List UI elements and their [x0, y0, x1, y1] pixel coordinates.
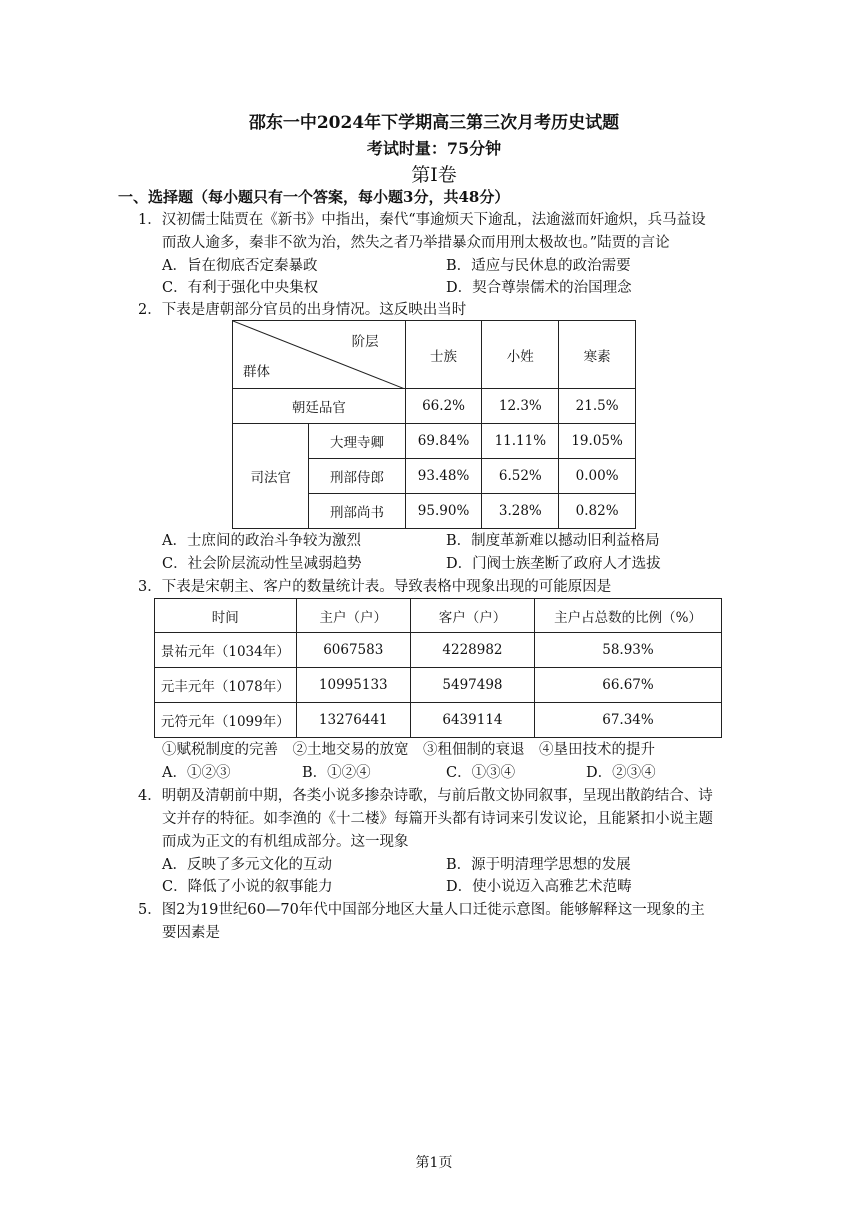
corner-bottom-label: 群体: [243, 364, 270, 380]
q1-option-a: A．旨在彻底否定秦暴政: [162, 258, 318, 274]
section-heading: 一、选择题（每小题只有一个答案，每小题3分，共48分）: [118, 188, 510, 206]
table-cell: 69.84%: [405, 424, 482, 459]
volume-title: 第Ⅰ卷: [411, 164, 457, 186]
q4-option-d: D．使小说迈入高雅艺术范畴: [446, 879, 632, 895]
col-header: 小姓: [482, 321, 559, 389]
q4-option-a: A．反映了多元文化的互动: [162, 857, 332, 873]
col-header: 寒素: [559, 321, 636, 389]
table-cell: 4228982: [410, 633, 534, 668]
table-cell: 21.5%: [559, 389, 636, 424]
q2-stem: 2．下表是唐朝部分官员的出身情况。这反映出当时: [138, 302, 467, 318]
table-cell: 93.48%: [405, 459, 482, 494]
table-cell: 6439114: [410, 703, 534, 738]
col-header: 客户（户）: [410, 599, 534, 633]
q2-option-c: C．社会阶层流动性呈减弱趋势: [162, 556, 362, 572]
table-cell: 13276441: [296, 703, 410, 738]
song-households-table: [154, 598, 722, 738]
row-label: 大理寺卿: [309, 424, 405, 459]
table-corner-cell: [233, 321, 406, 389]
table-cell: 66.2%: [405, 389, 482, 424]
q3-option-b: B．①②④: [302, 765, 371, 781]
row-label: 刑部侍郎: [309, 459, 405, 494]
table-cell: 66.67%: [534, 668, 721, 703]
q3-option-a: A．①②③: [162, 765, 231, 781]
q4-line-1: 4．明朝及清朝前中期，各类小说多掺杂诗歌，与前后散文协同叙事，呈现出散韵结合、诗: [138, 788, 713, 804]
q5-line-1: 5．图2为19世纪60—70年代中国部分地区大量人口迁徙示意图。能够解释这一现象的主: [138, 902, 705, 918]
page-number: 第1页: [415, 1155, 453, 1171]
table-cell: 12.3%: [482, 389, 559, 424]
table-cell: 6.52%: [482, 459, 559, 494]
row-label: 朝廷品官: [233, 389, 406, 424]
col-header: 时间: [155, 599, 297, 633]
table-cell: 0.82%: [559, 494, 636, 529]
col-header: 主户（户）: [296, 599, 410, 633]
q3-stem: 3．下表是宋朝主、客户的数量统计表。导致表格中现象出现的可能原因是: [138, 579, 612, 595]
table-cell: 11.11%: [482, 424, 559, 459]
q1-option-b: B．适应与民休息的政治需要: [446, 258, 631, 274]
q1-option-d: D．契合尊崇儒术的治国理念: [446, 280, 632, 296]
q4-option-c: C．降低了小说的叙事能力: [162, 879, 333, 895]
q2-option-b: B．制度革新难以撼动旧利益格局: [446, 533, 660, 549]
table-cell: 95.90%: [405, 494, 482, 529]
table-cell: 元丰元年（1078年）: [155, 668, 297, 703]
table-cell: 景祐元年（1034年）: [155, 633, 297, 668]
exam-title: 邵东一中2024年下学期高三第三次月考历史试题: [248, 113, 620, 133]
q3-option-c: C．①③④: [446, 765, 516, 781]
group-label: 司法官: [233, 424, 309, 529]
table-cell: 0.00%: [559, 459, 636, 494]
table-cell: 3.28%: [482, 494, 559, 529]
table-cell: 5497498: [410, 668, 534, 703]
q4-line-2: 文并存的特征。如李渔的《十二楼》每篇开头都有诗词来引发议论，且能紧扣小说主题: [162, 811, 713, 827]
q1-line-1: 1．汉初儒士陆贾在《新书》中指出，秦代“事逾烦天下逾乱，法逾滋而奸逾炽，兵马益设: [138, 212, 706, 228]
q4-line-3: 而成为正文的有机组成部分。这一现象: [162, 834, 409, 850]
q3-items: ①赋税制度的完善 ②土地交易的放宽 ③租佃制的衰退 ④垦田技术的提升: [162, 742, 655, 758]
q3-option-d: D．②③④: [586, 765, 656, 781]
q2-option-d: D．门阀士族垄断了政府人才选拔: [446, 556, 661, 572]
exam-duration: 考试时量：75分钟: [366, 139, 502, 158]
table-cell: 元符元年（1099年）: [155, 703, 297, 738]
table-cell: 10995133: [296, 668, 410, 703]
table-cell: 6067583: [296, 633, 410, 668]
q1-option-c: C．有利于强化中央集权: [162, 280, 319, 296]
tang-officials-table: [232, 320, 636, 529]
q2-option-a: A．士庶间的政治斗争较为激烈: [162, 533, 361, 549]
q4-option-b: B．源于明清理学思想的发展: [446, 857, 631, 873]
corner-top-label: 阶层: [351, 334, 379, 350]
col-header: 主户占总数的比例（%）: [534, 599, 721, 633]
row-label: 刑部尚书: [309, 494, 405, 529]
q1-line-2: 而敌人逾多，秦非不欲为治，然失之者乃举措暴众而用刑太极故也。”陆贾的言论: [162, 235, 670, 251]
col-header: 士族: [405, 321, 482, 389]
table-cell: 67.34%: [534, 703, 721, 738]
table-cell: 19.05%: [559, 424, 636, 459]
table-cell: 58.93%: [534, 633, 721, 668]
q5-line-2: 要因素是: [162, 925, 220, 941]
